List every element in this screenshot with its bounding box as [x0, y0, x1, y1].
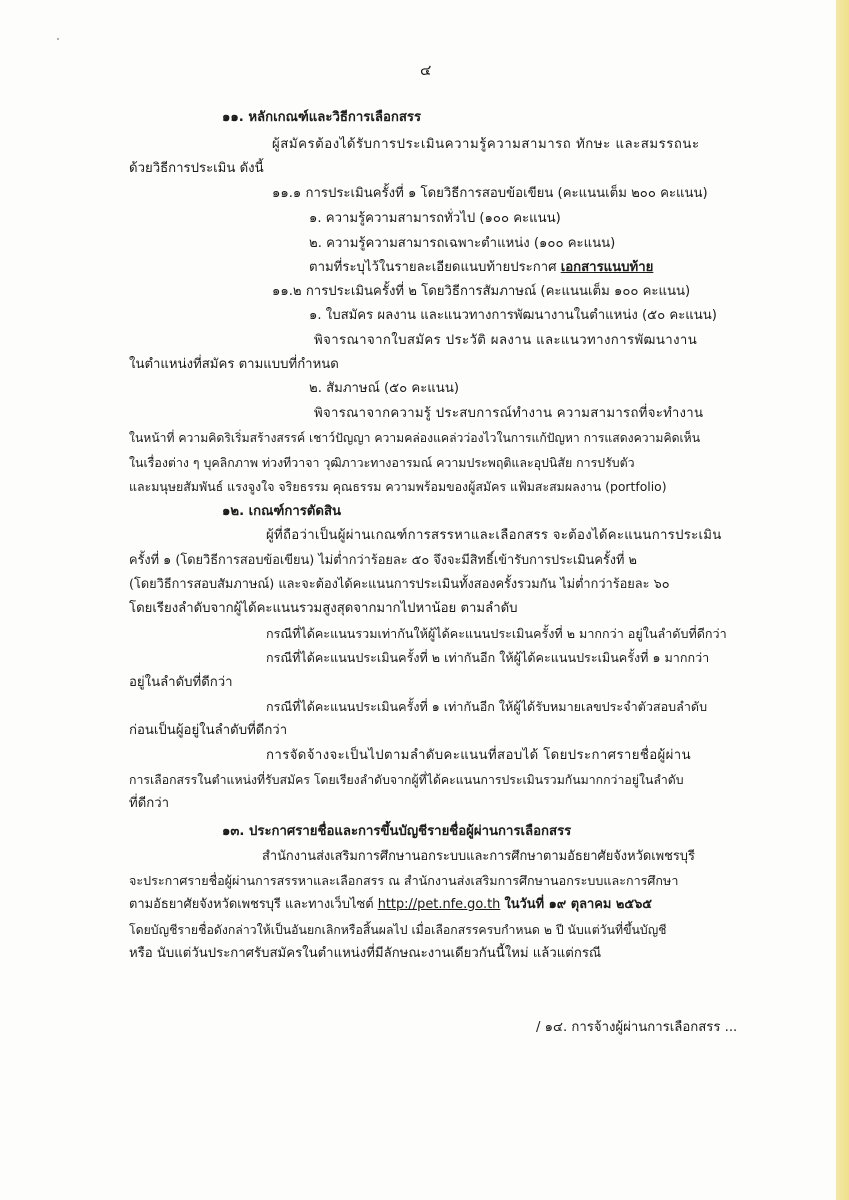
round-2-item-2-desc-3: ในเรื่องต่าง ๆ บุคลิกภาพ ท่วงทีวาจา วุฒิภาวะทางอารมณ์ ความประพฤติและอุปนิสัย การปรับตัว	[129, 455, 635, 470]
round-1-item-1: ๑. ความรู้ความสามารถทั่วไป (๑๐๐ คะแนน)	[309, 211, 561, 226]
round-1-note	[309, 259, 653, 277]
round-2-item-1-desc-cont: ในตำแหน่งที่สมัคร ตามแบบที่กำหนด	[129, 357, 339, 372]
section-12-p1: ผู้ที่ถือว่าเป็นผู้ผ่านเกณฑ์การสรรหาและเลือกสรร จะต้องได้คะแนนการประเมิน	[266, 528, 722, 543]
section-12-p1-line4: โดยเรียงลำดับจากผู้ได้คะแนนรวมสูงสุดจากมากไปหาน้อย ตามลำดับ	[129, 601, 518, 616]
section-13-p1-line3	[129, 896, 652, 914]
section-13-heading: ๑๓. ประกาศรายชื่อและการขึ้นบัญชีรายชื่อผู้ผ่านการเลือกสรร	[222, 824, 572, 839]
section-13-p1-line4: โดยบัญชีรายชื่อดังกล่าวให้เป็นอันยกเลิกหรือสิ้นผลไป เมื่อเลือกสรรครบกำหนด ๒ ปี นับแต่วันที่ขึ้นบัญชี	[129, 923, 667, 937]
round-2-item-2-desc-4: และมนุษยสัมพันธ์ แรงจูงใจ จริยธรรม คุณธรรม ความพร้อมของผู้สมัคร แฟ้มสะสมผลงาน (portfolio)	[129, 479, 667, 494]
section-11-heading: ๑๑. หลักเกณฑ์และวิธีการเลือกสรร	[222, 110, 422, 125]
website-link[interactable]: http://pet.nfe.go.th	[377, 897, 501, 912]
page-number: ๔	[420, 61, 432, 79]
section-12-p1-line3: (โดยวิธีการสอบสัมภาษณ์) และจะต้องได้คะแนนการประเมินทั้งสองครั้งรวมกัน ไม่ต่ำกว่าร้อยละ ๖๐	[129, 577, 670, 592]
section-11-intro-cont: ด้วยวิธีการประเมิน ดังนี้	[129, 161, 264, 176]
attachment-reference: เอกสารแนบท้าย	[560, 260, 654, 275]
announcement-date: ในวันที่ ๑๙ ตุลาคม ๒๕๖๕	[504, 897, 653, 912]
section-12-p5: การจัดจ้างจะเป็นไปตามลำดับคะแนนที่สอบได้ โดยประกาศรายชื่อผู้ผ่าน	[266, 748, 692, 763]
section-13-p1: สำนักงานส่งเสริมการศึกษานอกระบบและการศึกษาตามอัธยาศัยจังหวัดเพชรบุรี	[262, 849, 695, 864]
round-2-item-2: ๒. สัมภาษณ์ (๕๐ คะแนน)	[309, 381, 459, 396]
section-13-p1-line3-text: ตามอัธยาศัยจังหวัดเพชรบุรี และทางเว็บไซต์	[129, 897, 374, 912]
section-12-p4-cont: ก่อนเป็นผู้อยู่ในลำดับที่ดีกว่า	[129, 723, 288, 738]
round-1-title: ๑๑.๑ การประเมินครั้งที่ ๑ โดยวิธีการสอบข้อเขียน (คะแนนเต็ม ๒๐๐ คะแนน)	[272, 186, 708, 201]
round-2-item-1-desc: พิจารณาจากใบสมัคร ประวัติ ผลงาน และแนวทางการพัฒนางาน	[314, 333, 698, 348]
section-12-p2: กรณีที่ได้คะแนนรวมเท่ากันให้ผู้ได้คะแนนประเมินครั้งที่ ๒ มากกว่า อยู่ในลำดับที่ดีกว่า	[266, 626, 727, 641]
section-12-heading: ๑๒. เกณฑ์การตัดสิน	[222, 504, 342, 519]
section-13-p1-line2: จะประกาศรายชื่อผู้ผ่านการสรรหาและเลือกสรร ณ สำนักงานส่งเสริมการศึกษานอกระบบและการศึกษา	[129, 873, 679, 888]
scan-speck	[57, 38, 59, 40]
round-2-item-2-desc: พิจารณาจากความรู้ ประสบการณ์ทำงาน ความสามารถที่จะทำงาน	[314, 406, 704, 421]
section-12-p5-line3: ที่ดีกว่า	[129, 796, 170, 811]
section-12-p5-line2: การเลือกสรรในตำแหน่งที่รับสมัคร โดยเรียงลำดับจากผู้ที่ได้คะแนนการประเมินรวมกันมากกว่าอยู่ในลำดับ	[129, 773, 684, 787]
round-1-note-text: ตามที่ระบุไว้ในรายละเอียดแนบท้ายประกาศ	[309, 260, 557, 275]
section-12-p3-cont: อยู่ในลำดับที่ดีกว่า	[129, 675, 233, 690]
page-edge-strip	[836, 0, 849, 1200]
section-11-intro: ผู้สมัครต้องได้รับการประเมินความรู้ความสามารถ ทักษะ และสมรรถนะ	[272, 137, 700, 152]
section-13-p1-line5: หรือ นับแต่วันประกาศรับสมัครในตำแหน่งที่มีลักษณะงานเดียวกันนี้ใหม่ แล้วแต่กรณี	[129, 946, 602, 961]
round-2-item-1: ๑. ใบสมัคร ผลงาน และแนวทางการพัฒนางานในตำแหน่ง (๕๐ คะแนน)	[309, 308, 717, 323]
round-2-item-2-desc-2: ในหน้าที่ ความคิดริเริ่มสร้างสรรค์ เชาว์ปัญญา ความคล่องแคล่วว่องไวในการแก้ปัญหา การแสดงความคิดเห็น	[129, 431, 701, 445]
continuation-note: / ๑๔. การจ้างผู้ผ่านการเลือกสรร ...	[536, 1020, 738, 1035]
section-12-p4: กรณีที่ได้คะแนนประเมินครั้งที่ ๑ เท่ากันอีก ให้ผู้ได้รับหมายเลขประจำตัวสอบลำดับ	[266, 699, 708, 714]
section-12-p1-line2: ครั้งที่ ๑ (โดยวิธีการสอบข้อเขียน) ไม่ต่ำกว่าร้อยละ ๕๐ จึงจะมีสิทธิ์เข้ารับการประเมินครั้งที่ ๒	[129, 553, 637, 568]
round-1-item-2: ๒. ความรู้ความสามารถเฉพาะตำแหน่ง (๑๐๐ คะแนน)	[309, 236, 616, 251]
round-2-title: ๑๑.๒ การประเมินครั้งที่ ๒ โดยวิธีการสัมภาษณ์ (คะแนนเต็ม ๑๐๐ คะแนน)	[272, 284, 691, 299]
section-12-p3: กรณีที่ได้คะแนนประเมินครั้งที่ ๒ เท่ากันอีก ให้ผู้ได้คะแนนประเมินครั้งที่ ๑ มากกว่า	[266, 650, 710, 665]
